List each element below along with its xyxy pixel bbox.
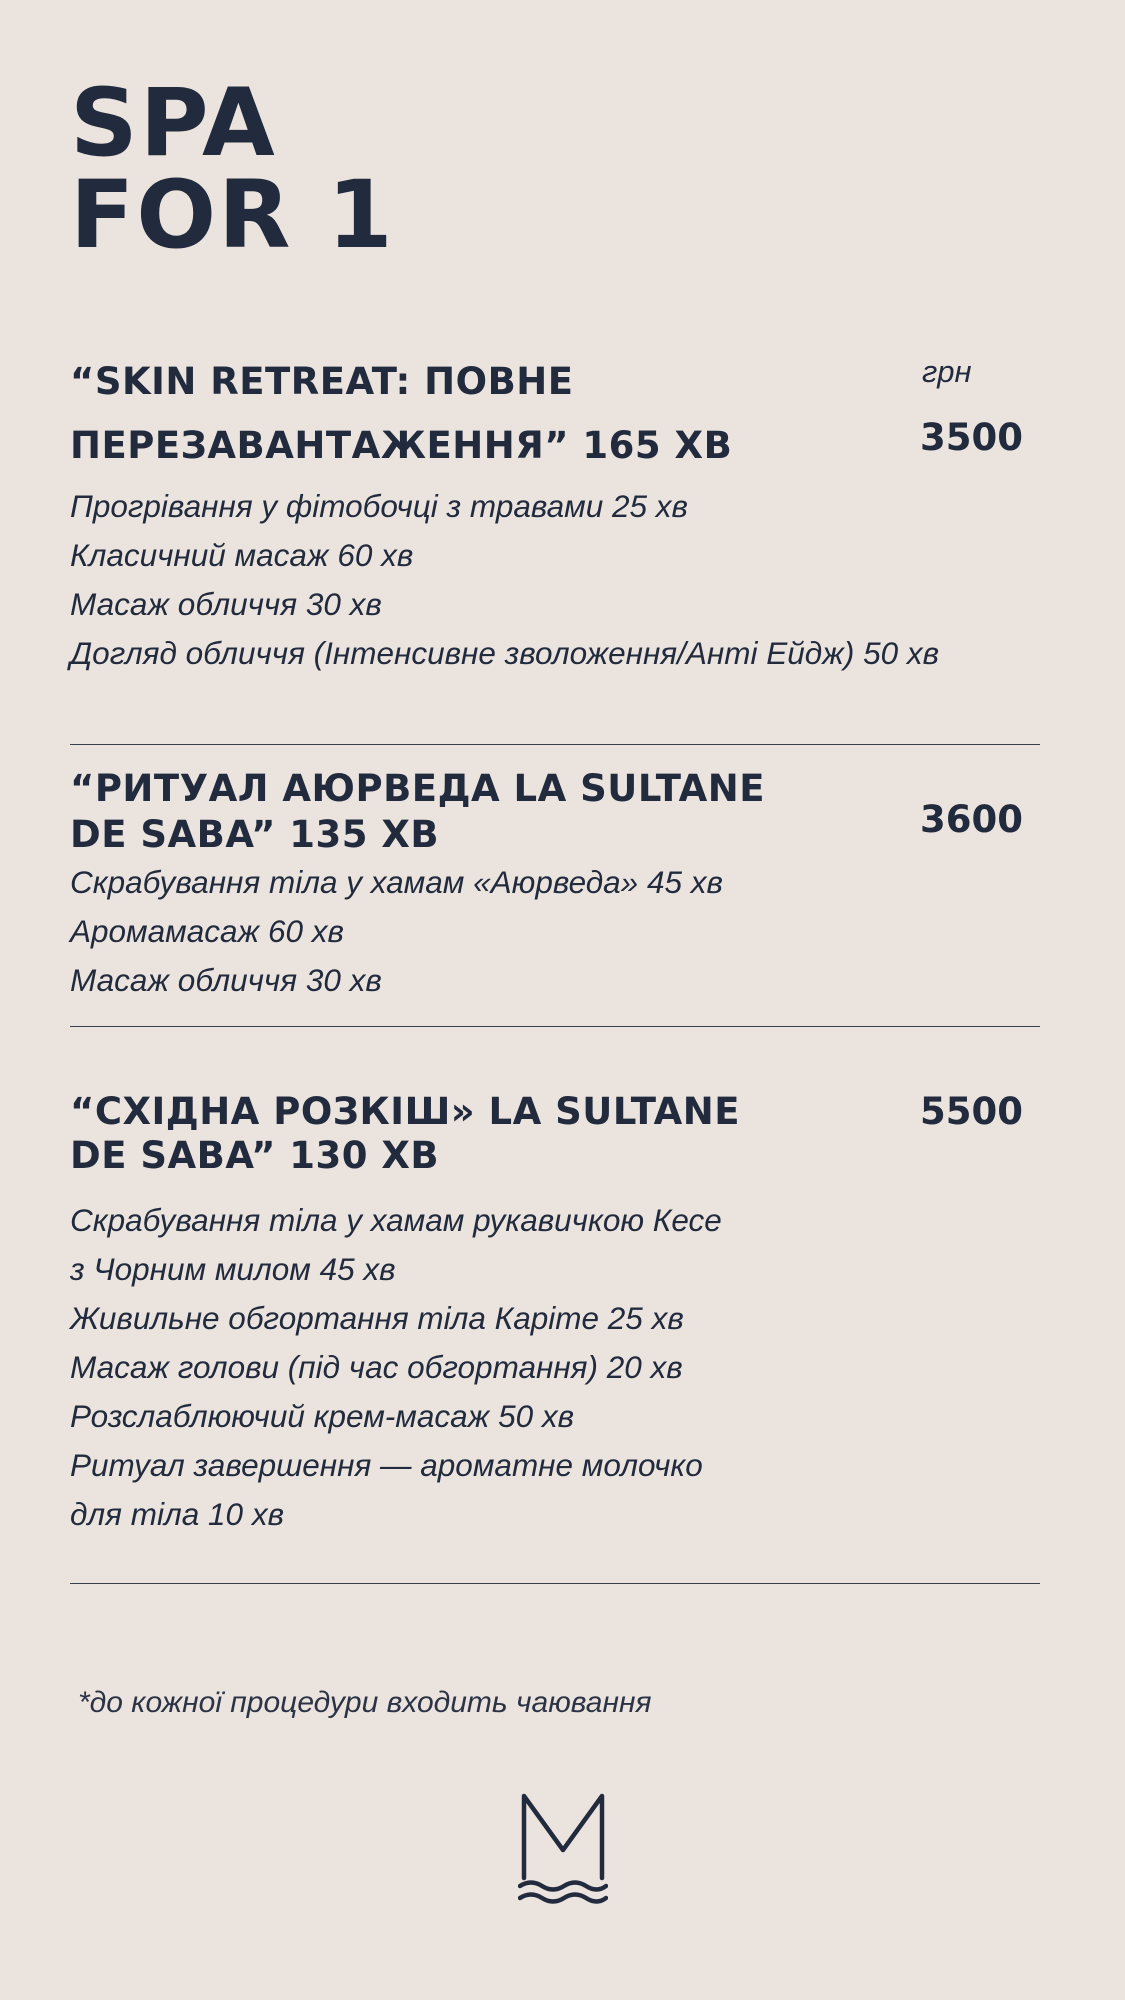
list-item: Класичний масаж 60 хв <box>70 537 414 573</box>
package-price: 3600 <box>920 798 1023 841</box>
package-title-line2: DE SABA” 135 ХВ <box>70 813 440 856</box>
list-item: Скрабування тіла у хамам «Аюрведа» 45 хв <box>70 864 723 900</box>
list-item: Масаж обличчя 30 хв <box>70 962 382 998</box>
package-items <box>70 482 939 678</box>
list-item: Ритуал завершення — ароматне молочко <box>70 1447 703 1483</box>
package-title <box>70 1090 1040 1178</box>
currency-label: грн <box>922 354 972 389</box>
page-title-line2: FOR 1 <box>70 161 395 270</box>
package-title-line2: DE SABA” 130 ХВ <box>70 1134 440 1177</box>
package-items <box>70 858 723 1005</box>
footnote: *до кожної процедури входить чаювання <box>78 1686 652 1719</box>
section-divider <box>70 1026 1040 1027</box>
package-title <box>70 350 1040 478</box>
package-title-line1: “SKIN RETREAT: ПОВНЕ <box>70 360 574 403</box>
package-title-line1: “РИТУАЛ АЮРВЕДА LA SULTANE <box>70 767 766 810</box>
list-item: Догляд обличчя (Інтенсивне зволоження/Анті Ейдж) 50 хв <box>70 635 940 671</box>
package-price: 5500 <box>920 1090 1023 1133</box>
list-item: Прогрівання у фітобочці з травами 25 хв <box>70 488 688 524</box>
list-item: з Чорним милом 45 хв <box>70 1251 396 1287</box>
package-items <box>70 1196 722 1539</box>
page-title <box>70 69 395 270</box>
package-title-line1: “СХІДНА РОЗКІШ» LA SULTANE <box>70 1090 741 1133</box>
section-divider <box>70 744 1040 745</box>
package-skin-retreat <box>70 350 1040 680</box>
list-item: Масаж голови (під час обгортання) 20 хв <box>70 1349 683 1385</box>
list-item: Живильне обгортання тіла Каріте 25 хв <box>70 1300 684 1336</box>
package-title <box>70 766 1040 858</box>
m-wave-logo-icon <box>518 1790 608 1910</box>
package-ayurveda <box>70 766 1040 1006</box>
package-title-line2: ПЕРЕЗАВАНТАЖЕННЯ” 165 ХВ <box>70 424 733 467</box>
list-item: Скрабування тіла у хамам рукавичкою Кесе <box>70 1202 722 1238</box>
list-item: Розслаблюючий крем-масаж 50 хв <box>70 1398 575 1434</box>
section-divider <box>70 1583 1040 1584</box>
list-item: Аромамасаж 60 хв <box>70 913 344 949</box>
package-price: 3500 <box>920 416 1023 459</box>
page-title-line1: SPA <box>70 69 277 178</box>
package-eastern-luxury <box>70 1090 1040 1550</box>
list-item: для тіла 10 хв <box>70 1496 285 1532</box>
list-item: Масаж обличчя 30 хв <box>70 586 382 622</box>
